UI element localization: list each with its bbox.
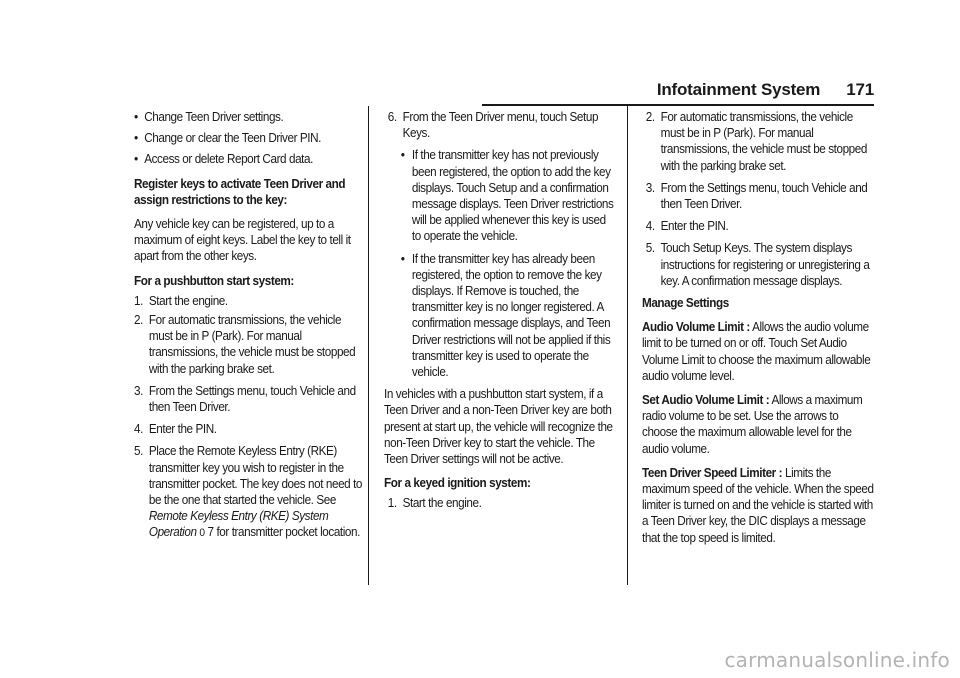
step-item: 2. For automatic transmissions, the vehicle must be in P (Park). For manual transmissions, the vehicle must be stopped with the parking brake set. — [645, 110, 867, 173]
setting-item: Audio Volume Limit : Allows the audio volume limit to be turned on or off. Touch Set Audio Volume Limit to choose the maximum allowable audio volume level. — [642, 320, 871, 383]
setting-term: Teen Driver Speed Limiter : — [642, 465, 783, 480]
cross-reference-link[interactable]: Remote Keyless Entry (RKE) System Operation — [148, 509, 329, 540]
page-reference-number[interactable]: 7 — [207, 525, 214, 540]
list-item: • If the transmitter key has already been registered, the option to remove the key displays. If Remove is touched, the transmitter key is no longer registered. A confirmation message displays, and Teen Driver restrictions will not be applied if this transmitter key is used to operate the vehicle. — [388, 251, 617, 381]
watermark: carmanualsonline.info — [724, 648, 950, 672]
list-item: • If the transmitter key has not previously been registered, the option to add the key displays. Touch Setup and a confirmation message displays. Teen Driver restrictions will be applied whenever this key is used to operate the vehicle. — [388, 147, 617, 244]
column-1 — [134, 109, 367, 548]
column-2 — [384, 109, 617, 518]
step-item: 6. From the Teen Driver menu, touch Setup Keys. — [387, 110, 599, 141]
page-number: 171 — [846, 80, 874, 99]
column-divider — [627, 106, 628, 585]
page-header — [657, 80, 874, 100]
manage-heading: Manage Settings — [642, 296, 729, 311]
step-item: 5. Touch Setup Keys. The system displays instructions for registering or unregistering a key. A confirmation message displays. — [645, 241, 870, 288]
step-item: 2. For automatic transmissions, the vehicle must be in P (Park). For manual transmissions, the vehicle must be stopped with the parking brake set. — [134, 313, 356, 376]
list-item: • Access or delete Report Card data. — [134, 151, 367, 167]
column-3 — [642, 109, 875, 554]
setting-term: Set Audio Volume Limit : — [642, 393, 770, 408]
keyed-heading: For a keyed ignition system: — [384, 476, 531, 491]
step-item: 3. From the Settings menu, touch Vehicle and then Teen Driver. — [645, 180, 868, 212]
setting-item: Set Audio Volume Limit : Allows a maximum radio volume to be set. Use the arrows to choose the maximum allowable level for the audio volume. — [642, 393, 863, 456]
step-item: 5. Place the Remote Keyless Entry (RKE) transmitter key you wish to register in the transmitter pocket. The key does not need to be the one that started the vehicle. See Remote Keyless Entry (RKE) System Operation 0 7 for transmitter pocket location. — [134, 444, 363, 540]
section-title: Infotainment System — [656, 80, 821, 99]
step-item: 4. Enter the PIN. — [645, 219, 729, 234]
column-divider — [368, 106, 369, 585]
register-heading: Register keys to activate Teen Driver and assign restrictions to the key: — [134, 176, 346, 207]
register-text: Any vehicle key can be registered, up to a maximum of eight keys. Label the key to tell it apart from the other keys. — [134, 217, 351, 264]
list-item: • Change Teen Driver settings. — [134, 109, 367, 125]
step-item: 3. From the Settings menu, touch Vehicle and then Teen Driver. — [134, 383, 356, 415]
step-item: 4. Enter the PIN. — [134, 422, 217, 437]
list-item: • Change or clear the Teen Driver PIN. — [134, 130, 367, 146]
step-item: 1. Start the engine. — [387, 496, 482, 511]
header-rule — [482, 104, 874, 106]
setting-term: Audio Volume Limit : — [642, 320, 750, 335]
step-item: 1. Start the engine. — [134, 293, 228, 308]
pushbutton-heading: For a pushbutton start system: — [134, 273, 294, 288]
page-reference-icon: 0 — [199, 527, 205, 540]
nonteen-text: In vehicles with a pushbutton start system, if a Teen Driver and a non-Teen Driver key are both present at start up, the vehicle will recognize the non-Teen Driver key to start the vehicle. The Teen Driver settings will not be active. — [384, 387, 613, 467]
setting-item: Teen Driver Speed Limiter : Limits the maximum speed of the vehicle. When the speed limiter is turned on and the vehicle is started with a Teen Driver key, the DIC displays a message that the top speed is limited. — [642, 465, 874, 545]
